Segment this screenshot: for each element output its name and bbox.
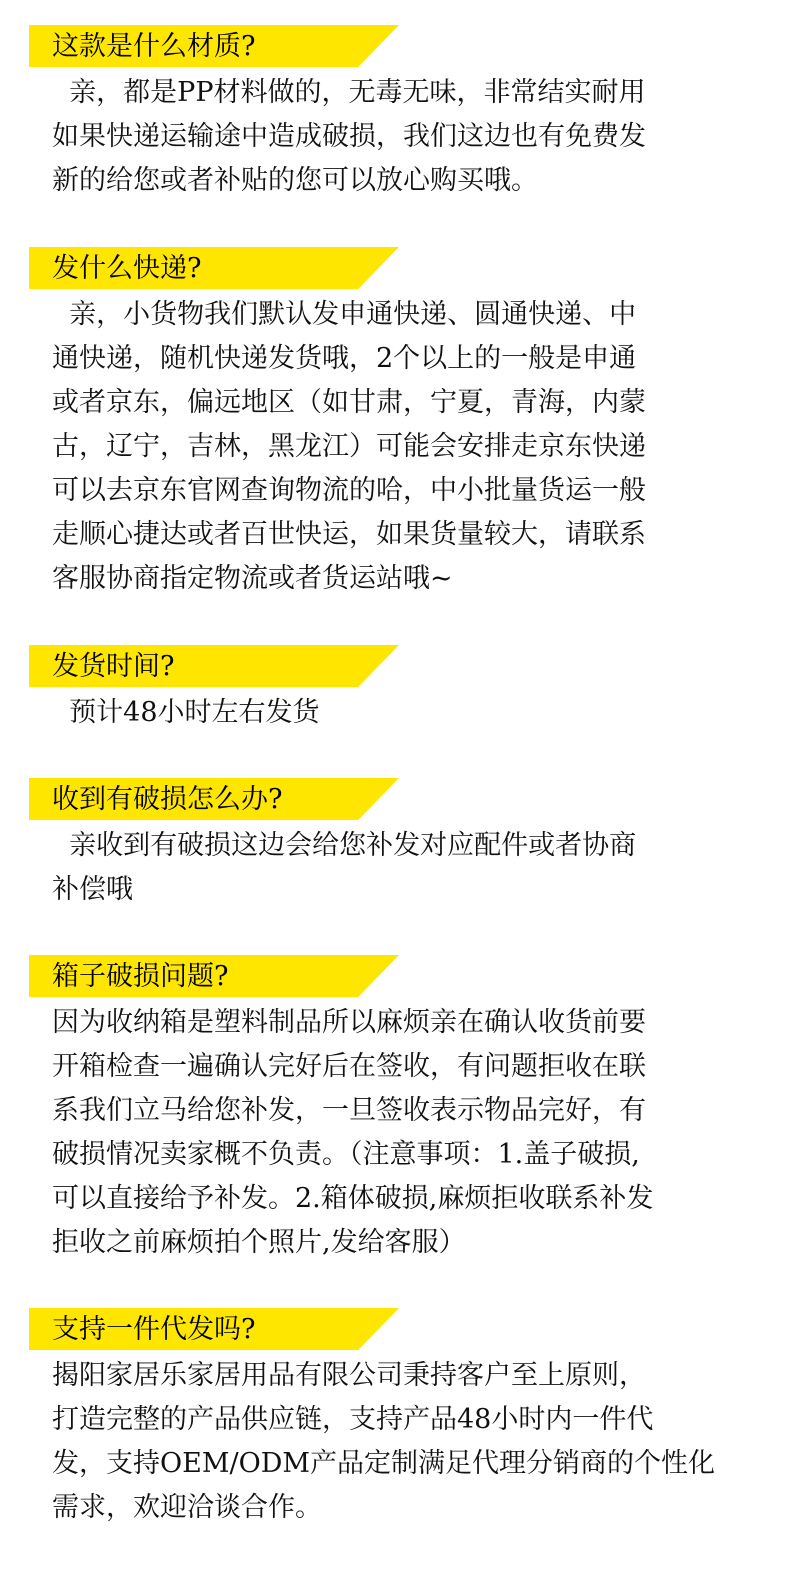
question-title: 发货时间? xyxy=(52,651,175,682)
answer-text: 亲，都是PP材料做的，无毒无味，非常结实耐用 如果快递运输途中造成破损，我们这边也有免费发 新的给您或者补贴的您可以放心购买哦。 xyxy=(52,77,646,196)
question-title: 支持一件代发吗? xyxy=(52,1314,256,1345)
answer-text: 亲收到有破损这边会给您补发对应配件或者协商 补偿哦 xyxy=(52,830,637,905)
answer-text: 亲，小货物我们默认发申通快递、圆通快递、中 通快递，随机快递发货哦，2个以上的一般是申通 或者京东，偏远地区（如甘肃，宁夏，青海，内蒙 古，辽宁，吉林，黑龙江）可能会安排走京东快递 可以去京东官网查询物流的哈，中小批量货运一般 走顺心捷达或者百世快运，如果货量较大，请联系 客服协商指定物流或者货运站哦~ xyxy=(52,299,646,594)
question-title: 收到有破损怎么办? xyxy=(52,784,283,815)
answer-text: 预计48小时左右发货 xyxy=(52,697,320,728)
answer-text: 揭阳家居乐家居用品有限公司秉持客户至上原则， 打造完整的产品供应链，支持产品48小时内一件代 发，支持OEM/ODM产品定制满足代理分销商的个性化 需求，欢迎洽谈合作。 xyxy=(52,1360,716,1523)
question-title: 箱子破损问题? xyxy=(52,961,229,992)
question-title: 发什么快递? xyxy=(52,253,202,284)
question-title: 这款是什么材质? xyxy=(52,31,256,62)
answer-text: 因为收纳箱是塑料制品所以麻烦亲在确认收货前要 开箱检查一遍确认完好后在签收，有问题拒收在联 系我们立马给您补发，一旦签收表示物品完好，有 破损情况卖家概不负责。（注意事项：1.盖子破损, 可以直接给予补发。2.箱体破损,麻烦拒收联系补发 拒收之前麻烦拍个照片,发给客服） xyxy=(52,1007,654,1258)
